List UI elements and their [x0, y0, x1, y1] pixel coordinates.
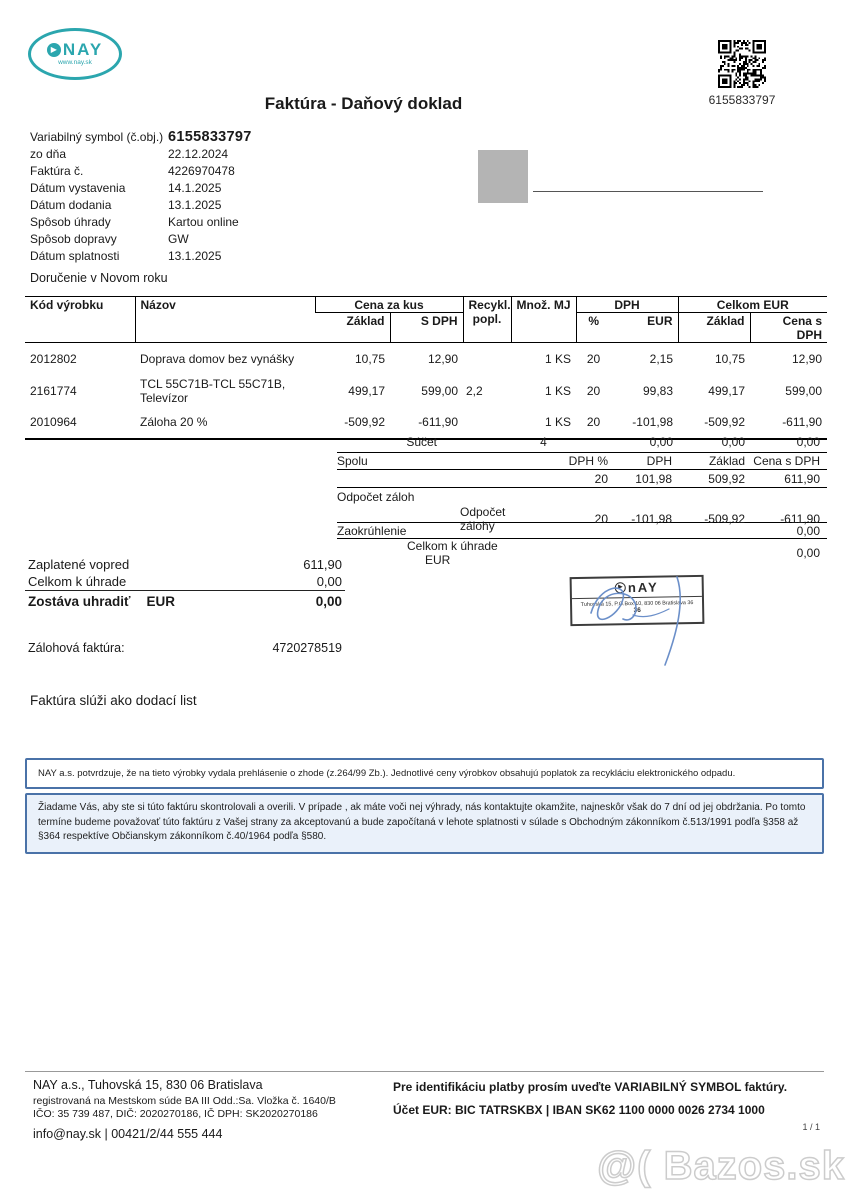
sum-row — [25, 435, 827, 451]
info-value: 14.1.2025 — [168, 180, 222, 195]
totals-header-label: Spolu — [337, 454, 368, 468]
items-table — [25, 296, 827, 440]
remaining-row — [25, 590, 345, 611]
payment-summary — [25, 556, 345, 611]
conformity-notice — [25, 758, 824, 789]
footer-payment-block — [393, 1080, 833, 1117]
footer-registration: registrovaná na Mestskom súde BA III Odd.:Sa. Vložka č. 1640/B — [33, 1095, 336, 1107]
totals-header-vat: DPH — [646, 454, 672, 468]
sum-base: 0,00 — [721, 435, 745, 449]
rounding-value: 0,00 — [796, 523, 820, 538]
qr-code-icon — [718, 40, 766, 88]
cell-unit-vat: -611,90 — [418, 415, 458, 429]
verification-notice-text: Žiadame Vás, aby ste si túto faktúru skontrolovali a overili. V prípade , ak máte voči nej výhrady, nás kontaktujte okamžite, najneskôr však do 7 dní od jej obdržania. Po tomto termíne budeme považovať túto faktúru z Vašej strany za akceptovanú a bude započítaná v lehote splatnosti v súlade s Obchodným zákonníkom č.513/1991 podľa §358 až §364 respektíve Občianskym zákonníkom č.40/1964 podľa §580. — [38, 802, 806, 842]
cell-code: 2010964 — [30, 415, 77, 429]
remaining-value: 0,00 — [315, 594, 342, 609]
col-header-total-vat: Cena s DPH — [750, 313, 827, 343]
info-row — [30, 213, 360, 230]
delivery-note: Faktúra slúži ako dodací list — [30, 693, 197, 708]
cell-unit-base: -509,92 — [344, 415, 385, 429]
col-header-vat-pct: % — [576, 313, 611, 343]
sum-label: Súčet — [406, 435, 437, 449]
advance-invoice-value: 4720278519 — [272, 641, 342, 655]
info-row — [30, 128, 360, 145]
remaining-label: Zostáva uhradiť — [28, 594, 131, 609]
cell-unit-vat: 599,00 — [421, 383, 458, 398]
footer-contact: info@nay.sk | 00421/2/44 555 444 — [33, 1127, 223, 1141]
totals-vat: 101,98 — [635, 471, 672, 486]
table-row — [25, 343, 827, 375]
col-header-recycle-line2: popl. — [472, 312, 502, 326]
col-header-recycle — [463, 297, 511, 343]
deposit-total: -611,90 — [780, 512, 820, 526]
prepaid-label: Zaplatené vopred — [28, 557, 130, 572]
footer-payment-note: Pre identifikáciu platby prosím uveďte VARIABILNÝ SYMBOL faktúry. — [393, 1080, 788, 1094]
col-header-unit-base: Základ — [346, 314, 385, 328]
col-header-unit-price: Cena za kus — [315, 297, 463, 313]
info-label: Spôsob dopravy — [30, 231, 117, 246]
col-header-name: Názov — [135, 297, 315, 343]
page-number: 1 / 1 — [802, 1122, 820, 1132]
col-header-qty: Množ. MJ — [511, 297, 576, 343]
sum-vat-eur: 0,00 — [649, 435, 673, 449]
cell-unit-vat: 12,90 — [427, 351, 458, 366]
page-title: Faktúra - Daňový doklad — [264, 94, 463, 113]
info-value: 22.12.2024 — [168, 146, 229, 161]
cell-qty: 1 KS — [544, 415, 571, 429]
redacted-block — [478, 150, 528, 203]
totals-total: 611,90 — [784, 471, 820, 486]
sum-qty: 4 — [540, 435, 547, 449]
info-value: 13.1.2025 — [168, 248, 222, 263]
prepaid-row — [25, 556, 345, 573]
qr-number: 6155833797 — [708, 93, 776, 107]
totals-base: 509,92 — [708, 471, 745, 486]
cell-recycle — [463, 343, 511, 375]
col-header-total: Celkom EUR — [678, 297, 827, 313]
advance-invoice-row — [25, 641, 345, 655]
logo-row — [47, 42, 103, 58]
info-value: 13.1.2025 — [168, 197, 222, 212]
cell-total-base: 10,75 — [714, 351, 745, 366]
totals-header-row — [337, 452, 827, 470]
cell-code: 2161774 — [30, 383, 77, 398]
bazos-watermark: @( Bazos.sk — [597, 1144, 845, 1188]
cell-name: Doprava domov bez vynášky — [140, 351, 295, 366]
info-value: GW — [168, 231, 189, 246]
signature — [573, 575, 713, 670]
rounding-label: Zaokrúhlenie — [337, 523, 407, 538]
cell-unit-base: 10,75 — [354, 351, 385, 366]
cell-qty: 1 KS — [544, 351, 571, 366]
deposit-deduction-title-row — [337, 488, 827, 505]
deposit-vat: -101,98 — [631, 512, 672, 526]
stamp-number: 36 — [633, 606, 641, 615]
cell-total-base: 499,17 — [708, 383, 745, 398]
stamp-brand-text: nAY — [627, 579, 659, 596]
deposit-vat-pct: 20 — [594, 512, 608, 526]
footer-ids: IČO: 35 739 487, DIČ: 2020270186, IČ DPH: SK2020270186 — [33, 1108, 318, 1120]
info-row — [30, 179, 360, 196]
total-due-label: Celkom k úhrade — [407, 539, 498, 553]
cell-total-vat: 599,00 — [785, 383, 822, 398]
cell-vat-eur: -101,98 — [632, 415, 673, 429]
stamp-address: Tuhovská 15, P.O.Box 10, 830 06 Bratislava 36 — [580, 600, 694, 608]
info-label: zo dňa — [30, 146, 67, 161]
info-value: Kartou online — [168, 214, 239, 229]
cell-code: 2012802 — [30, 351, 77, 366]
totals-block — [337, 452, 827, 567]
invoice-info — [30, 128, 360, 264]
col-header-code: Kód výrobku — [30, 298, 104, 312]
deposit-deduction-title: Odpočet záloh — [337, 489, 415, 504]
info-label: Spôsob úhrady — [30, 214, 111, 229]
footer-account: Účet EUR: BIC TATRSKBX | IBAN SK62 1100 0000 0026 2734 1000 — [393, 1103, 765, 1117]
due-label: Celkom k úhrade — [28, 574, 127, 589]
col-header-recycle-line1: Recykl. — [468, 298, 511, 312]
cell-qty: 1 KS — [544, 383, 571, 398]
delivery-remark: Doručenie v Novom roku — [30, 271, 168, 285]
info-row — [30, 145, 360, 162]
deposit-deduction-label: Odpočet zálohy — [460, 505, 506, 533]
sum-total: 0,00 — [796, 435, 820, 449]
col-header-vat: DPH — [576, 297, 678, 313]
info-label: Faktúra č. — [30, 163, 84, 178]
cell-vat-pct: 20 — [586, 383, 601, 398]
variable-symbol-value: 6155833797 — [168, 128, 252, 145]
remaining-currency: EUR — [146, 594, 176, 609]
info-label: Variabilný symbol (č.obj.) — [30, 129, 164, 144]
col-header-unit-vat: S DPH — [390, 313, 463, 343]
cell-recycle: 2,2 — [466, 383, 483, 398]
info-row — [30, 196, 360, 213]
table-row — [25, 375, 827, 407]
nay-logo — [28, 28, 122, 80]
col-header-vat-eur: EUR — [647, 314, 673, 328]
cell-vat-pct: 20 — [586, 351, 601, 366]
footer-company-block — [33, 1078, 336, 1141]
footer-divider — [25, 1071, 824, 1072]
info-row — [30, 162, 360, 179]
cell-vat-pct: 20 — [586, 415, 601, 429]
info-label: Dátum dodania — [30, 197, 112, 212]
cell-total-base: -509,92 — [704, 415, 745, 429]
logo-url: www.nay.sk — [58, 59, 92, 66]
advance-invoice-label: Zálohová faktúra: — [28, 641, 125, 655]
table-row — [25, 407, 827, 439]
info-label: Dátum vystavenia — [30, 180, 126, 195]
due-row — [25, 573, 345, 590]
cell-vat-eur: 2,15 — [649, 351, 673, 366]
cell-total-vat: -611,90 — [782, 415, 822, 429]
info-label: Dátum splatnosti — [30, 248, 120, 263]
footer-company: NAY a.s., Tuhovská 15, 830 06 Bratislava — [33, 1078, 263, 1092]
info-value: 4226970478 — [168, 163, 235, 178]
cell-total-vat: 12,90 — [791, 351, 822, 366]
total-due-row — [337, 539, 827, 567]
play-icon: ▶ — [47, 43, 61, 57]
col-header-total-base: Základ — [678, 313, 750, 343]
logo-brand-text: NAY — [62, 40, 104, 59]
totals-header-total: Cena s DPH — [753, 454, 820, 468]
info-row — [30, 247, 360, 264]
verification-notice — [25, 793, 824, 854]
stamp-play-icon: ▶ — [615, 582, 626, 593]
totals-header-base: Základ — [708, 454, 745, 468]
totals-vat-pct: 20 — [594, 471, 608, 486]
totals-values-row — [337, 470, 827, 488]
due-value: 0,00 — [316, 574, 342, 589]
total-due-currency: EUR — [425, 553, 451, 567]
cell-unit-base: 499,17 — [348, 383, 385, 398]
total-due-value: 0,00 — [796, 546, 820, 560]
recipient-line — [533, 191, 763, 192]
cell-recycle — [463, 407, 511, 439]
totals-header-vat-pct: DPH % — [568, 454, 608, 468]
cell-name: Záloha 20 % — [140, 415, 208, 429]
info-row — [30, 230, 360, 247]
prepaid-value: 611,90 — [303, 557, 342, 572]
conformity-notice-text: NAY a.s. potvrdzuje, že na tieto výrobky vydala prehlásenie o zhode (z.264/99 Zb.). Jednotlivé ceny výrobkov obsahujú poplatok za recykláciu elektronického odpadu. — [38, 768, 736, 779]
cell-name: TCL 55C71B-TCL 55C71B, Televízor — [140, 376, 286, 405]
cell-vat-eur: 99,83 — [642, 383, 673, 398]
deposit-base: -509,92 — [704, 512, 745, 526]
